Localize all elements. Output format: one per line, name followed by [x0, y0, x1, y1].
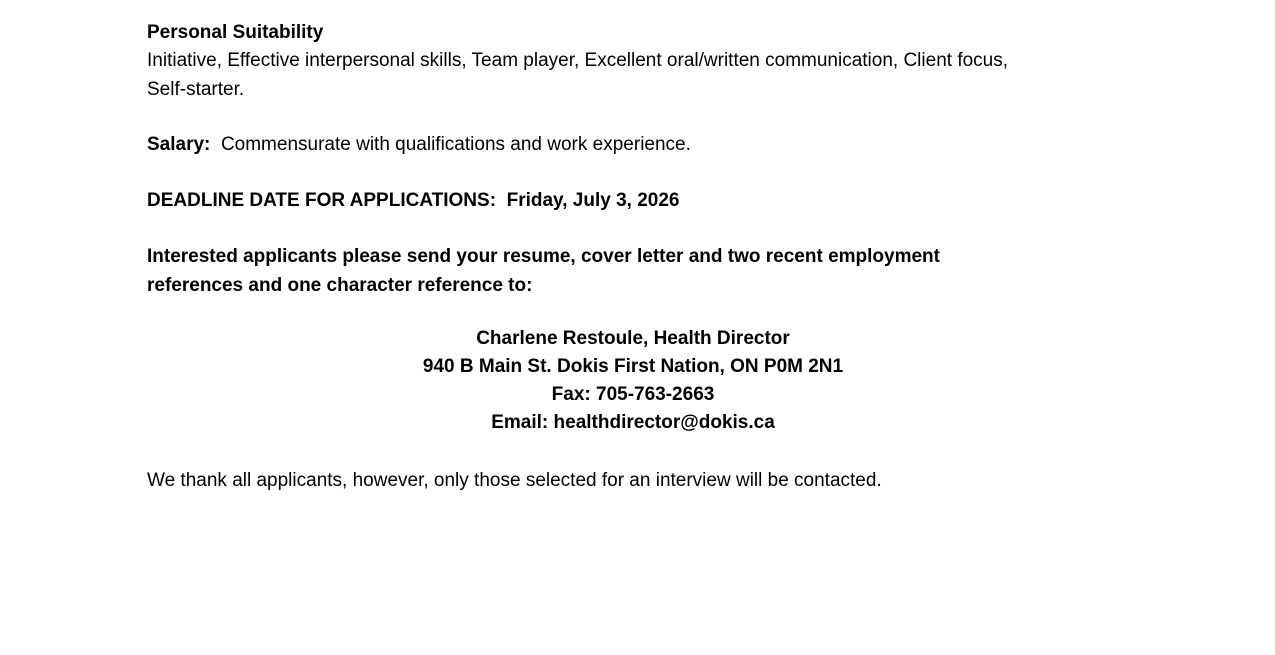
- contact-block: [383, 325, 883, 437]
- contact-name: Charlene Restoule, Health Director: [476, 328, 790, 349]
- salary-text: Commensurate with qualifications and work experience.: [220, 134, 691, 155]
- personal-suitability-line-2: Self-starter.: [147, 79, 245, 100]
- instructions-line-2: references and one character reference to:: [147, 275, 533, 296]
- instructions-line-1: Interested applicants please send your resume, cover letter and two recent employment: [147, 246, 940, 267]
- deadline-line: [147, 189, 679, 213]
- salary-label: Salary:: [147, 134, 211, 155]
- salary-line: [147, 133, 691, 157]
- closing-statement: We thank all applicants, however, only those selected for an interview will be contacted.: [147, 470, 882, 491]
- deadline-label: DEADLINE DATE FOR APPLICATIONS:: [147, 190, 497, 211]
- personal-suitability-line-1: Initiative, Effective interpersonal skills, Team player, Excellent oral/written communication, Client focus,: [147, 50, 1009, 71]
- contact-address: 940 B Main St. Dokis First Nation, ON P0M 2N1: [422, 356, 844, 377]
- personal-suitability-heading: Personal Suitability: [147, 22, 324, 43]
- contact-fax: Fax: 705-763-2663: [551, 384, 715, 405]
- contact-email: Email: healthdirector@dokis.ca: [491, 412, 775, 433]
- deadline-date: Friday, July 3, 2026: [506, 190, 680, 211]
